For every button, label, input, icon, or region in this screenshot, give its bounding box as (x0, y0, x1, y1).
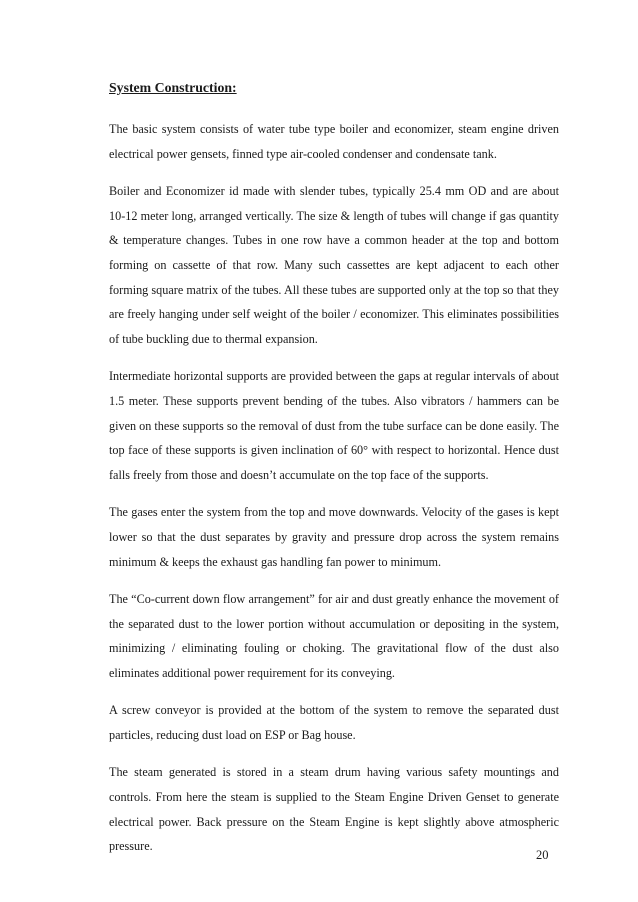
paragraph-screw-conveyor: A screw conveyor is provided at the bottom of the system to remove the separated dust particles, reducing dust load on ESP or Bag house. (109, 703, 559, 742)
paragraph-boiler-economizer: Boiler and Economizer id made with slender tubes, typically 25.4 mm OD and are about 10-12 meter long, arranged vertically. The size & length of tubes will change if gas quantity & temperature changes. Tubes in one row have a common header at the top and bottom forming on cassette of that row. Many such cassettes are kept adjacent to each other forming square matrix of the tubes. All these tubes are supported only at the top so that they are freely hanging under self weight of the boiler / economizer. This eliminates possibilities of tube buckling due to thermal expansion. (109, 183, 559, 347)
paragraph-gas-flow: The gases enter the system from the top and move downwards. Velocity of the gases is kept lower so that the dust separates by gravity and pressure drop across the system remains minimum & keeps the exhaust gas handling fan power to minimum. (109, 505, 559, 569)
paragraph-steam-drum: The steam generated is stored in a steam drum having various safety mountings and controls. From here the steam is supplied to the Steam Engine Driven Genset to generate electrical power. Back pressure on the Steam Engine is kept slightly above atmospheric pressure. (109, 765, 559, 854)
document-page (109, 78, 559, 871)
paragraph-system-overview: The basic system consists of water tube type boiler and economizer, steam engine driven electrical power gensets, finned type air-cooled condenser and condensate tank. (109, 122, 559, 161)
paragraph-co-current-flow: The “Co-current down flow arrangement” for air and dust greatly enhance the movement of the separated dust to the lower portion without accumulation or depositing in the system, minimizing / eliminating fouling or choking. The gravitational flow of the dust also eliminates additional power requirement for its conveying. (109, 591, 559, 681)
paragraph-intermediate-supports: Intermediate horizontal supports are provided between the gaps at regular intervals of about 1.5 meter. These supports prevent bending of the tubes. Also vibrators / hammers can be given on these supports so the removal of dust from the tube surface can be done easily. The top face of these supports is given inclination of 60° with respect to horizontal. Hence dust falls freely from those and doesn’t accumulate on the top face of the supports. (109, 369, 559, 483)
page-number: 20 (536, 848, 549, 862)
section-heading: System Construction: (109, 80, 237, 95)
